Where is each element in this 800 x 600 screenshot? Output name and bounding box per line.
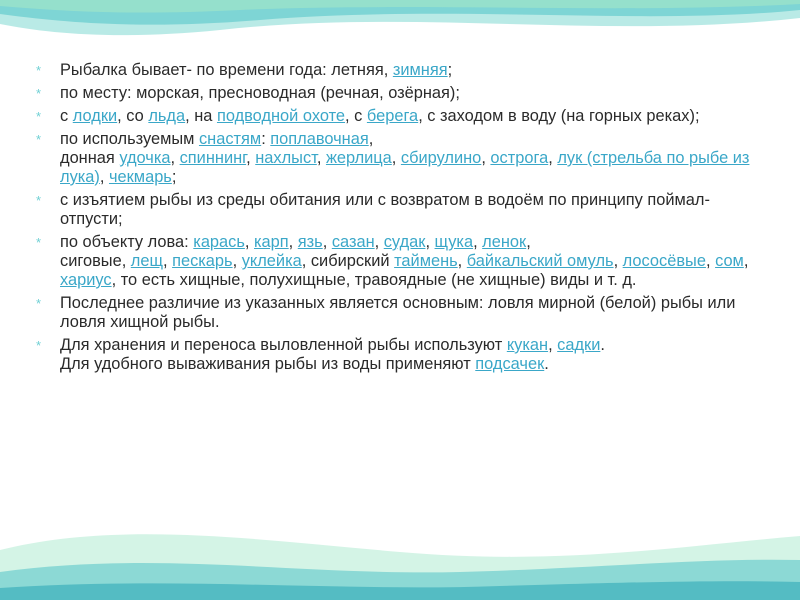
text-run: с изъятием рыбы из среды обитания или с возвратом в водоём по принципу поймал-отпусти;: [60, 191, 710, 228]
wiki-link[interactable]: язь: [297, 233, 323, 251]
wiki-link[interactable]: хариус: [60, 271, 112, 289]
text-run: ,: [391, 149, 401, 167]
wiki-link[interactable]: берега: [366, 107, 419, 125]
wiki-link[interactable]: удочка: [119, 149, 171, 167]
wiki-link[interactable]: сазан: [331, 233, 375, 251]
wiki-link[interactable]: пескарь: [172, 252, 233, 270]
wiki-link[interactable]: льда: [148, 107, 186, 125]
wiki-link[interactable]: спиннинг: [179, 149, 247, 167]
text-run: ,: [322, 233, 332, 251]
text-run: Рыбалка бывает- по времени года: летняя,: [60, 61, 393, 79]
text-run: ,: [162, 252, 173, 270]
text-run: , то есть хищные, полухищные, травоядные (не хищные) виды и т. д.: [111, 271, 637, 289]
wiki-link[interactable]: поплавочная: [270, 130, 369, 148]
list-item: [36, 84, 766, 103]
wiki-link[interactable]: щука: [434, 233, 474, 251]
wiki-link[interactable]: острога: [490, 149, 549, 167]
text-run: , со: [117, 107, 149, 125]
text-run: , с заходом в воду (на горных реках);: [418, 107, 700, 125]
bullet-icon: *: [36, 86, 42, 101]
text-run: ,: [246, 149, 256, 167]
text-run: ,: [288, 233, 298, 251]
list-item: [36, 191, 766, 229]
bottom-wave-decoration: [0, 480, 800, 600]
text-run: Для хранения и переноса выловленной рыбы используют: [60, 336, 507, 354]
wiki-link[interactable]: ленок: [482, 233, 527, 251]
text-run: ,: [316, 149, 326, 167]
wiki-link[interactable]: лодки: [72, 107, 118, 125]
list-item: [36, 233, 766, 290]
text-run: Последнее различие из указанных является основным: ловля мирной (белой) рыбы или ловля хищной рыбы.: [60, 294, 736, 331]
list-item: [36, 107, 766, 126]
wiki-link[interactable]: садки: [557, 336, 601, 354]
wiki-link[interactable]: лук (стрельба по рыбе из лука): [60, 149, 750, 186]
text-run: ;: [447, 61, 453, 79]
text-run: :: [261, 130, 271, 148]
bullet-icon: *: [36, 63, 42, 78]
text-run: .: [544, 355, 549, 373]
text-run: ,: [99, 168, 109, 186]
text-run: ,: [170, 149, 180, 167]
bullet-icon: *: [36, 296, 42, 311]
list-item: [36, 336, 766, 374]
wiki-link[interactable]: подводной охоте: [216, 107, 346, 125]
wiki-link[interactable]: байкальский омуль: [466, 252, 614, 270]
text-run: по месту: морская, пресноводная (речная, озёрная);: [60, 84, 460, 102]
bullet-icon: *: [36, 235, 42, 250]
list-item: [36, 61, 766, 80]
text-run: ,: [232, 252, 242, 270]
text-run: с: [60, 107, 73, 125]
wiki-link[interactable]: карась: [193, 233, 245, 251]
text-run: ,: [244, 233, 255, 251]
text-run: ,: [613, 252, 623, 270]
wiki-link[interactable]: кукан: [506, 336, 549, 354]
text-run: ,: [425, 233, 435, 251]
wiki-link[interactable]: лососёвые: [622, 252, 706, 270]
slide-body: [36, 61, 766, 378]
text-run: по используемым: [60, 130, 199, 148]
wiki-link[interactable]: карп: [254, 233, 289, 251]
bullet-icon: *: [36, 109, 42, 124]
text-run: ;: [171, 168, 177, 186]
bullet-icon: *: [36, 132, 42, 147]
wiki-link[interactable]: сбирулино: [400, 149, 482, 167]
text-run: сиговые,: [60, 252, 131, 270]
wiki-link[interactable]: снастям: [198, 130, 262, 148]
wiki-link[interactable]: жерлица: [325, 149, 392, 167]
text-run: донная: [60, 149, 120, 167]
text-run: , сибирский: [301, 252, 395, 270]
wiki-link[interactable]: лещ: [130, 252, 163, 270]
bullet-icon: *: [36, 193, 42, 208]
text-run: ,: [705, 252, 716, 270]
text-run: ,: [481, 149, 491, 167]
text-run: ,: [473, 233, 483, 251]
text-run: , с: [345, 107, 367, 125]
text-run: по объекту лова:: [60, 233, 194, 251]
wiki-link[interactable]: нахлыст: [255, 149, 317, 167]
text-run: ,: [457, 252, 467, 270]
wiki-link[interactable]: судак: [383, 233, 426, 251]
bullet-list: [36, 61, 766, 374]
wiki-link[interactable]: зимняя: [392, 61, 448, 79]
text-run: ,: [743, 252, 749, 270]
wiki-link[interactable]: подсачек: [475, 355, 545, 373]
text-run: ,: [548, 336, 558, 354]
text-run: ,: [368, 130, 374, 148]
text-run: ,: [548, 149, 558, 167]
wiki-link[interactable]: сом: [715, 252, 744, 270]
wiki-link[interactable]: таймень: [394, 252, 458, 270]
wiki-link[interactable]: уклейка: [241, 252, 302, 270]
list-item: [36, 294, 766, 332]
text-run: ,: [374, 233, 384, 251]
bullet-icon: *: [36, 338, 42, 353]
list-item: [36, 130, 766, 187]
text-run: .: [600, 336, 605, 354]
text-run: , на: [185, 107, 217, 125]
text-run: Для удобного вываживания рыбы из воды применяют: [60, 355, 476, 373]
text-run: ,: [526, 233, 531, 251]
wiki-link[interactable]: чекмарь: [108, 168, 172, 186]
